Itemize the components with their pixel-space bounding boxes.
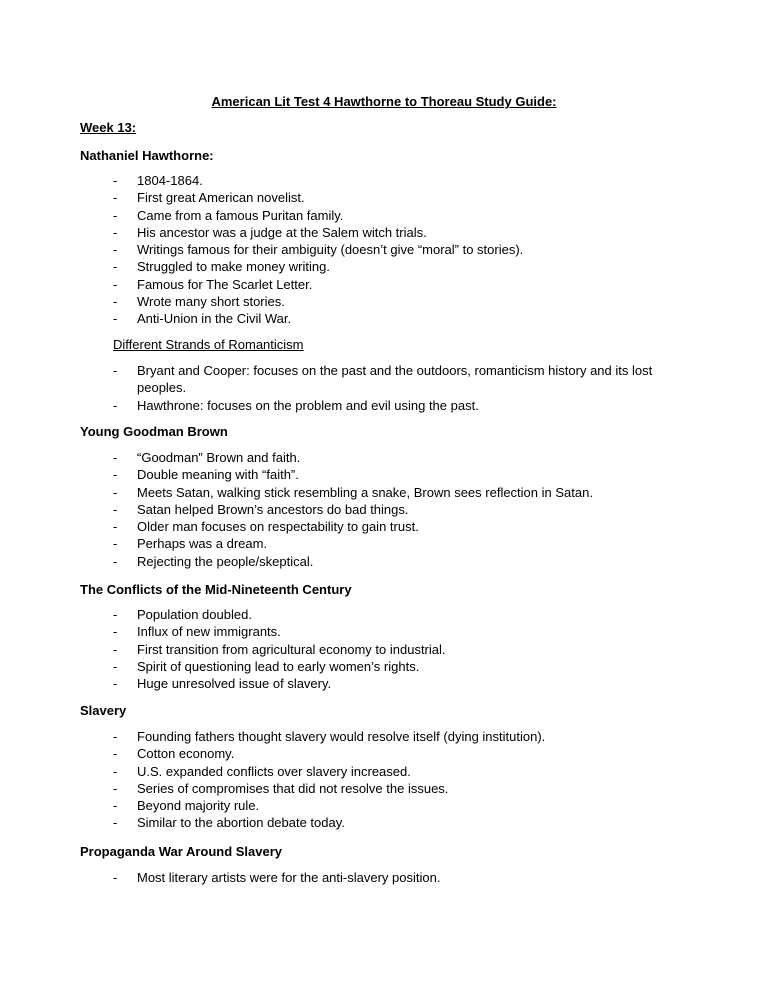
list-item-text: U.S. expanded conflicts over slavery increased. bbox=[137, 763, 411, 779]
list-item-text: Population doubled. bbox=[137, 607, 252, 622]
week-heading: Week 13: bbox=[80, 120, 137, 135]
list-item bbox=[80, 553, 668, 570]
hawthorne-list bbox=[80, 172, 668, 328]
list-item-text: Most literary artists were for the anti-slavery position. bbox=[137, 870, 441, 885]
bullet-dash: - bbox=[113, 536, 118, 552]
list-item bbox=[80, 763, 668, 780]
list-item-text: Satan helped Brown’s ancestors do bad things. bbox=[137, 501, 409, 517]
list-item-text: 1804-1864. bbox=[137, 173, 203, 188]
list-item bbox=[80, 362, 668, 397]
list-item-text: Rejecting the people/skeptical. bbox=[137, 553, 314, 569]
list-item bbox=[80, 675, 668, 692]
bullet-dash: - bbox=[113, 224, 118, 240]
bullet-dash: - bbox=[113, 501, 118, 517]
list-item-text: Hawthrone: focuses on the problem and evil using the past. bbox=[137, 397, 479, 413]
list-item bbox=[80, 606, 668, 623]
bullet-dash: - bbox=[113, 467, 118, 483]
bullet-dash: - bbox=[113, 276, 118, 292]
young-goodman-brown-list bbox=[80, 449, 668, 570]
list-item bbox=[80, 658, 668, 675]
bullet-dash: - bbox=[113, 607, 118, 622]
section-heading-propaganda: Propaganda War Around Slavery bbox=[80, 844, 283, 859]
list-item-text: Meets Satan, walking stick resembling a snake, Brown sees reflection in Satan. bbox=[137, 484, 593, 500]
romanticism-list bbox=[80, 362, 668, 414]
bullet-dash: - bbox=[113, 294, 118, 310]
list-item-text: Series of compromises that did not resolve the issues. bbox=[137, 780, 449, 796]
list-item-text: Spirit of questioning lead to early women’s rights. bbox=[137, 658, 420, 674]
list-item bbox=[80, 466, 668, 483]
slavery-list bbox=[80, 728, 668, 832]
list-item bbox=[80, 224, 668, 241]
list-item bbox=[80, 780, 668, 797]
bullet-dash: - bbox=[113, 729, 118, 744]
list-item bbox=[80, 397, 668, 414]
bullet-dash: - bbox=[113, 450, 118, 465]
bullet-dash: - bbox=[113, 815, 118, 831]
bullet-dash: - bbox=[113, 870, 118, 885]
propaganda-list bbox=[80, 869, 668, 886]
bullet-dash: - bbox=[113, 259, 118, 275]
list-item-text: First great American novelist. bbox=[137, 190, 305, 206]
list-item-text: Double meaning with “faith”. bbox=[137, 467, 299, 483]
bullet-dash: - bbox=[113, 190, 118, 206]
list-item bbox=[80, 518, 668, 535]
list-item-text: Influx of new immigrants. bbox=[137, 624, 281, 640]
list-item-text: Famous for The Scarlet Letter. bbox=[137, 276, 313, 292]
list-item-text: Wrote many short stories. bbox=[137, 294, 285, 310]
list-item-text: Beyond majority rule. bbox=[137, 798, 260, 814]
list-item bbox=[80, 310, 668, 327]
bullet-dash: - bbox=[113, 676, 118, 692]
list-item bbox=[80, 207, 668, 224]
list-item bbox=[80, 484, 668, 501]
list-item bbox=[80, 641, 668, 658]
section-heading-hawthorne: Nathaniel Hawthorne: bbox=[80, 148, 214, 163]
document-title: American Lit Test 4 Hawthorne to Thoreau Study Guide: bbox=[211, 94, 557, 109]
section-heading-conflicts: The Conflicts of the Mid-Nineteenth Century bbox=[80, 582, 352, 597]
bullet-dash: - bbox=[113, 484, 118, 500]
bullet-dash: - bbox=[113, 242, 118, 258]
bullet-dash: - bbox=[113, 173, 118, 188]
list-item bbox=[80, 814, 668, 831]
bullet-dash: - bbox=[113, 207, 118, 223]
list-item bbox=[80, 623, 668, 640]
bullet-dash: - bbox=[113, 311, 118, 327]
list-item bbox=[80, 293, 668, 310]
bullet-dash: - bbox=[113, 519, 118, 535]
bullet-dash: - bbox=[113, 780, 118, 796]
list-item-text: Came from a famous Puritan family. bbox=[137, 207, 344, 223]
list-item bbox=[80, 276, 668, 293]
list-item bbox=[80, 728, 668, 745]
list-item-text: First transition from agricultural economy to industrial. bbox=[137, 641, 446, 657]
bullet-dash: - bbox=[113, 658, 118, 674]
list-item-text: “Goodman” Brown and faith. bbox=[137, 450, 301, 465]
list-item-text: Bryant and Cooper: focuses on the past and the outdoors, romanticism history and its lost peoples. bbox=[137, 363, 653, 396]
list-item bbox=[80, 869, 668, 886]
list-item-text: Struggled to make money writing. bbox=[137, 259, 330, 275]
list-item bbox=[80, 241, 668, 258]
list-item bbox=[80, 258, 668, 275]
list-item-text: Cotton economy. bbox=[137, 746, 235, 762]
list-item-text: Anti-Union in the Civil War. bbox=[137, 311, 292, 327]
section-heading-slavery: Slavery bbox=[80, 703, 127, 718]
bullet-dash: - bbox=[113, 641, 118, 657]
list-item bbox=[80, 172, 668, 189]
bullet-dash: - bbox=[113, 763, 118, 779]
list-item bbox=[80, 535, 668, 552]
bullet-dash: - bbox=[113, 553, 118, 569]
section-heading-young-goodman-brown: Young Goodman Brown bbox=[80, 424, 228, 439]
bullet-dash: - bbox=[113, 397, 118, 413]
list-item-text: Perhaps was a dream. bbox=[137, 536, 268, 552]
list-item bbox=[80, 449, 668, 466]
list-item bbox=[80, 797, 668, 814]
list-item-text: Huge unresolved issue of slavery. bbox=[137, 676, 332, 692]
list-item-text: Similar to the abortion debate today. bbox=[137, 815, 345, 831]
conflicts-list bbox=[80, 606, 668, 692]
list-item-text: Older man focuses on respectability to gain trust. bbox=[137, 519, 419, 535]
list-item bbox=[80, 745, 668, 762]
subheading-romanticism: Different Strands of Romanticism bbox=[113, 337, 304, 352]
list-item bbox=[80, 189, 668, 206]
bullet-dash: - bbox=[113, 746, 118, 762]
list-item bbox=[80, 501, 668, 518]
list-item-text: His ancestor was a judge at the Salem witch trials. bbox=[137, 224, 427, 240]
bullet-dash: - bbox=[113, 798, 118, 814]
bullet-dash: - bbox=[113, 363, 118, 378]
list-item-text: Founding fathers thought slavery would resolve itself (dying institution). bbox=[137, 729, 546, 744]
bullet-dash: - bbox=[113, 624, 118, 640]
list-item-text: Writings famous for their ambiguity (doesn’t give “moral” to stories). bbox=[137, 242, 524, 258]
